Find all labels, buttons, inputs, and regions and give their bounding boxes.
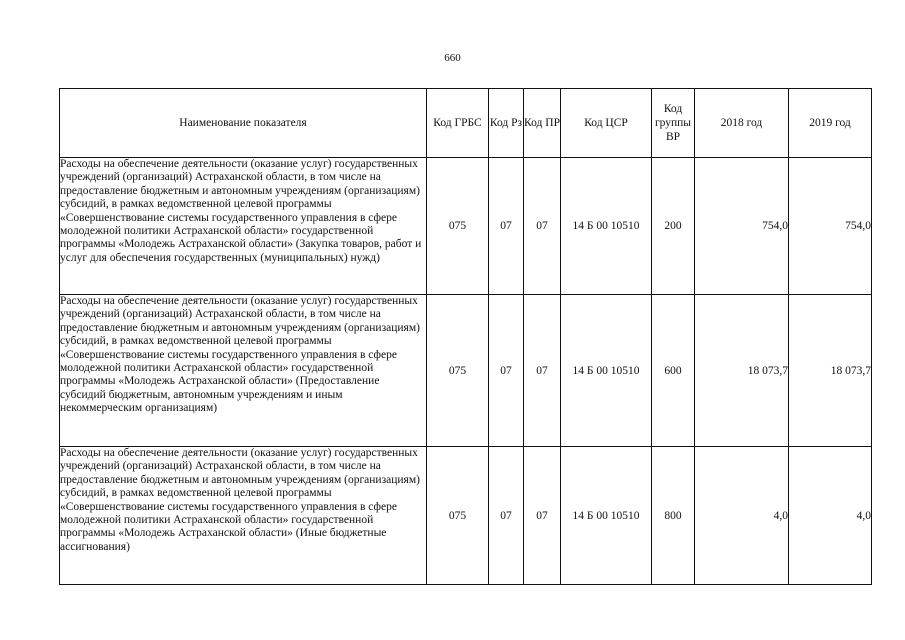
- header-name: Наименование показателя: [60, 89, 427, 158]
- cell-rz: 07: [489, 447, 524, 585]
- page-number: 660: [444, 52, 461, 64]
- cell-2018: 754,0: [695, 158, 789, 295]
- header-rz: Код Рз: [489, 89, 524, 158]
- cell-csr: 14 Б 00 10510: [561, 295, 652, 447]
- table-body: [60, 158, 872, 585]
- header-2019: 2019 год: [789, 89, 872, 158]
- cell-pr: 07: [524, 158, 561, 295]
- header-2018: 2018 год: [695, 89, 789, 158]
- cell-pr: 07: [524, 447, 561, 585]
- cell-name: Расходы на обеспечение деятельности (оказание услуг) государственных учреждений (организаций) Астраханской области, в том числе на предоставление бюджетным и автономным учреждениям (организациям) субсидий, в рамках ведомственной целевой программы «Совершенствование системы государственного управления в сфере молодежной политики Астраханской области» государственной программы «Молодежь Астраханской области» (Иные бюджетные ассигнования): [60, 447, 427, 585]
- cell-vr: 600: [652, 295, 695, 447]
- budget-table: [59, 88, 872, 585]
- cell-grbs: 075: [427, 295, 489, 447]
- header-grbs: Код ГРБС: [427, 89, 489, 158]
- cell-2018: 18 073,7: [695, 295, 789, 447]
- cell-2019: 18 073,7: [789, 295, 872, 447]
- header-vr: Код группы ВР: [652, 89, 695, 158]
- cell-csr: 14 Б 00 10510: [561, 158, 652, 295]
- cell-rz: 07: [489, 158, 524, 295]
- cell-2019: 4,0: [789, 447, 872, 585]
- cell-csr: 14 Б 00 10510: [561, 447, 652, 585]
- cell-2019: 754,0: [789, 158, 872, 295]
- cell-grbs: 075: [427, 447, 489, 585]
- cell-vr: 200: [652, 158, 695, 295]
- table-row: [60, 158, 872, 295]
- table-row: [60, 447, 872, 585]
- table-row: [60, 295, 872, 447]
- header-row: [60, 89, 872, 158]
- header-csr: Код ЦСР: [561, 89, 652, 158]
- cell-vr: 800: [652, 447, 695, 585]
- cell-pr: 07: [524, 295, 561, 447]
- cell-name: Расходы на обеспечение деятельности (оказание услуг) государственных учреждений (организаций) Астраханской области, в том числе на предоставление бюджетным и автономным учреждениям (организациям) субсидий, в рамках ведомственной целевой программы «Совершенствование системы государственного управления в сфере молодежной политики Астраханской области» государственной программы «Молодежь Астраханской области» (Закупка товаров, работ и услуг для обеспечения государственных (муниципальных) нужд): [60, 158, 427, 295]
- cell-grbs: 075: [427, 158, 489, 295]
- header-pr: Код ПР: [524, 89, 561, 158]
- cell-2018: 4,0: [695, 447, 789, 585]
- table-header: [60, 89, 872, 158]
- cell-name: Расходы на обеспечение деятельности (оказание услуг) государственных учреждений (организаций) Астраханской области, в том числе на предоставление бюджетным и автономным учреждениям (организациям) субсидий, в рамках ведомственной целевой программы «Совершенствование системы государственного управления в сфере молодежной политики Астраханской области» государственной программы «Молодежь Астраханской области» (Предоставление субсидий бюджетным, автономным учреждениям и иным некоммерческим организациям): [60, 295, 427, 447]
- cell-rz: 07: [489, 295, 524, 447]
